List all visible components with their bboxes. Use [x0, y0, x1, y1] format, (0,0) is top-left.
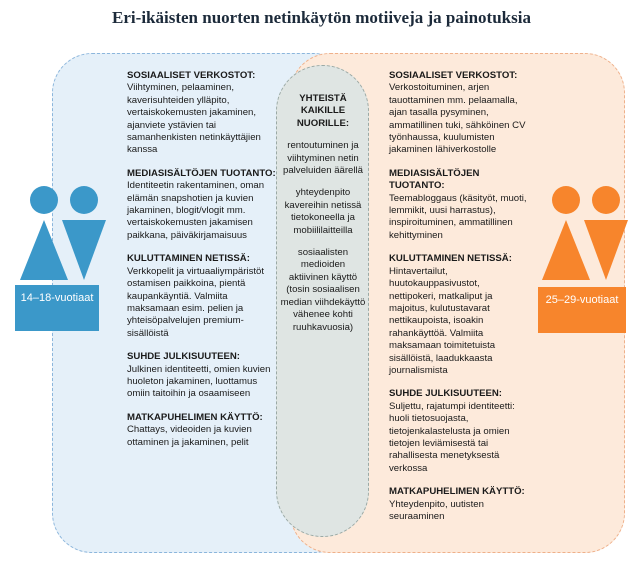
section-consumption	[389, 253, 527, 377]
section-text: Chattays, videoiden ja kuvien ottaminen ja jakaminen, pelit	[127, 424, 252, 448]
common-heading: YHTEISTÄ KAIKILLE NUORILLE:	[296, 93, 350, 129]
young-age-label: 14–18-vuotiaat	[15, 285, 99, 331]
section-text: Teemabloggaus (käsityöt, muoti, lemmikit, uusi harrastus), inspiroituminen, ammatillinen kehittyminen	[389, 192, 527, 241]
section-text: Identiteetin rakentaminen, oman elämän snapshotien ja kuvien jakaminen, blogit/vlogit mm. vertaiskokemusten jakamisen paikkana, päiväkirjamaisuus	[127, 180, 265, 241]
young-column	[127, 70, 277, 460]
older-column	[389, 70, 527, 534]
person-body-icon	[584, 220, 628, 280]
person-head-icon	[592, 186, 620, 214]
person-head-icon	[552, 186, 580, 214]
section-publicity	[389, 388, 527, 475]
section-text: Julkinen identiteetti, omien kuvien huoleton jakaminen, luottamus omiin taitoihin ja osaamiseen	[127, 363, 271, 400]
person-body-icon	[62, 220, 106, 280]
section-heading: SUHDE JULKISUUTEEN:	[389, 388, 503, 400]
section-heading: SUHDE JULKISUUTEEN:	[127, 351, 241, 363]
section-text: Yhteydenpito, uutisten seuraaminen	[389, 498, 484, 522]
section-text: Hintavertailut, huutokauppasivustot, nettipokeri, matkaliput ja majoitus, kulutustavarat nettikaupoista, isoakin rahankäyttöä. Valmiita maksamaan toimitetuista sisällöistä, laadukkaasta journalismista	[389, 265, 496, 376]
section-heading: MEDIASISÄLTÖJEN TUOTANTO:	[389, 167, 480, 192]
common-item: yhteydenpito kavereihin netissä tietokoneella ja mobiililaitteilla	[284, 187, 362, 236]
section-text: Verkostoituminen, arjen tauottaminen mm. pelaamalla, ajan tasalla pysyminen, ammatillinen tuki, sähköinen CV työnhaussa, kuulumisten jakaminen lähiverkostolle	[389, 82, 526, 156]
section-mobile-use	[389, 486, 527, 523]
section-heading: SOSIAALISET VERKOSTOT:	[127, 70, 256, 81]
person-head-icon	[70, 186, 98, 214]
section-media-production	[389, 168, 527, 242]
section-media-production	[127, 168, 277, 242]
section-heading: MATKAPUHELIMEN KÄYTTÖ:	[127, 411, 263, 423]
common-item: sosiaalisten medioiden aktiivinen käyttö (tosin sosiaalisen median viihdekäyttö vähenee kohti ruuhkavuosia)	[280, 247, 366, 333]
section-heading: KULUTTAMINEN NETISSÄ:	[127, 253, 250, 265]
section-heading: MEDIASISÄLTÖJEN TUOTANTO:	[127, 167, 276, 179]
section-consumption	[127, 253, 277, 340]
young-people-icon	[12, 180, 108, 290]
person-body-icon	[542, 220, 590, 280]
person-head-icon	[30, 186, 58, 214]
section-publicity	[127, 351, 277, 401]
section-social-networks	[127, 70, 277, 157]
section-text: Viihtyminen, pelaaminen, kaverisuhteiden ylläpito, vertaiskokemusten jakaminen, ajanviete ystävien tai samanhenkisten netinkäyttäjien kanssa	[127, 82, 261, 156]
person-body-icon	[20, 220, 68, 280]
section-text: Suljettu, rajatumpi identiteetti: huoli tietosuojasta, tietojenkalastelusta ja omien tietojen leviämisestä tai rahallisesta menetyksestä verkossa	[389, 400, 515, 474]
section-heading: MATKAPUHELIMEN KÄYTTÖ:	[389, 486, 525, 498]
older-age-label: 25–29-vuotiaat	[538, 287, 626, 333]
section-social-networks	[389, 70, 527, 157]
page-title: Eri-ikäisten nuorten netinkäytön motiiveja ja painotuksia	[112, 8, 531, 27]
common-column	[280, 93, 366, 344]
older-people-icon	[534, 180, 630, 290]
section-heading: SOSIAALISET VERKOSTOT:	[389, 70, 518, 81]
section-mobile-use	[127, 412, 277, 449]
section-heading: KULUTTAMINEN NETISSÄ:	[389, 253, 512, 265]
common-item: rentoutuminen ja viihtyminen netin palveluiden äärellä	[282, 140, 363, 177]
section-text: Verkkopelit ja virtuaaliympäristöt ostamisen paikkoina, pientä kaupankäyntiä. Valmiita maksamaan esim. pelien ja yhteisöpalvelujen premium-sisällöistä	[127, 265, 265, 339]
